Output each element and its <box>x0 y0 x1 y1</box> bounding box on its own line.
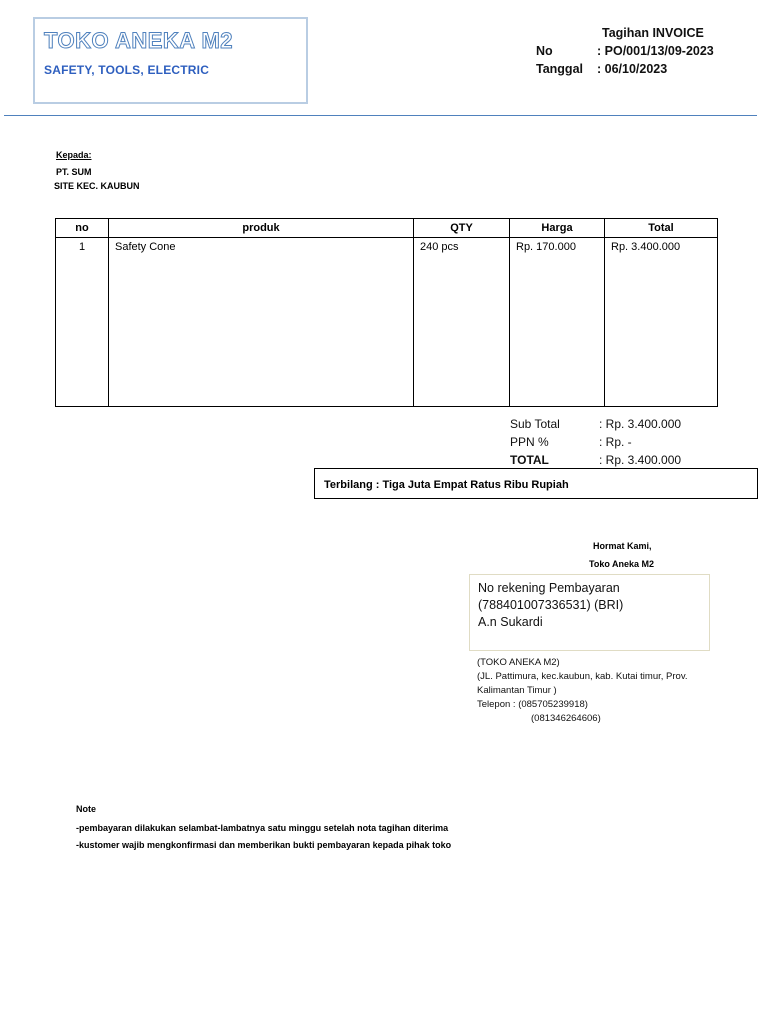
invoice-date-value: : 06/10/2023 <box>597 62 668 76</box>
address-street: (JL. Pattimura, kec.kaubun, kab. Kutai timur, Prov. <box>477 671 688 682</box>
recipient-site: SITE KEC. KAUBUN <box>54 181 140 191</box>
recipient-name: PT. SUM <box>56 167 92 177</box>
address-store: (TOKO ANEKA M2) <box>477 657 560 668</box>
invoice-date-label: Tanggal <box>536 62 583 76</box>
subtotal-label: Sub Total <box>510 417 560 431</box>
terbilang-box: Terbilang : Tiga Juta Empat Ratus Ribu Rupiah <box>314 468 758 499</box>
invoice-no-label: No <box>536 44 553 58</box>
subtotal-value: : Rp. 3.400.000 <box>599 417 682 431</box>
store-name: TOKO ANEKA M2 <box>44 28 234 53</box>
bank-line-title: No rekening Pembayaran <box>478 581 620 595</box>
note-line-payment: -pembayaran dilakukan selambat-lambatnya satu minggu setelah nota tagihan diterima <box>76 823 449 833</box>
column-header-qty: QTY <box>414 219 510 238</box>
column-header-harga: Harga <box>510 219 605 238</box>
table-header-row <box>56 219 718 238</box>
bank-line-account: (788401007336531) (BRI) <box>478 598 624 612</box>
signature-greeting: Hormat Kami, <box>593 541 652 551</box>
header-divider <box>4 115 757 116</box>
bank-line-holder: A.n Sukardi <box>478 615 543 629</box>
total-label: TOTAL <box>510 453 549 467</box>
address-province: Kalimantan Timur ) <box>477 685 557 696</box>
ppn-value: : Rp. - <box>599 435 632 449</box>
total-value: : Rp. 3.400.000 <box>599 453 682 467</box>
cell-no: 1 <box>56 238 109 407</box>
note-line-confirm: -kustomer wajib mengkonfirmasi dan memberikan bukti pembayaran kepada pihak toko <box>76 840 452 850</box>
ppn-label: PPN % <box>510 435 549 449</box>
recipient-label: Kepada: <box>56 150 92 160</box>
cell-produk: Safety Cone <box>109 238 414 407</box>
bank-account-box <box>469 574 710 651</box>
column-header-total: Total <box>605 219 718 238</box>
note-title: Note <box>76 804 96 814</box>
items-table <box>55 218 718 407</box>
invoice-no-value: : PO/001/13/09-2023 <box>597 44 714 58</box>
column-header-produk: produk <box>109 219 414 238</box>
column-header-no: no <box>56 219 109 238</box>
store-tagline: SAFETY, TOOLS, ELECTRIC <box>44 63 210 77</box>
address-phone-1: Telepon : (085705239918) <box>477 699 588 710</box>
signature-store: Toko Aneka M2 <box>589 559 655 569</box>
cell-harga: Rp. 170.000 <box>510 238 605 407</box>
cell-total: Rp. 3.400.000 <box>605 238 718 407</box>
invoice-title: Tagihan INVOICE <box>602 26 704 40</box>
address-phone-2: (081346264606) <box>531 713 601 724</box>
table-row <box>56 238 718 407</box>
cell-qty: 240 pcs <box>414 238 510 407</box>
